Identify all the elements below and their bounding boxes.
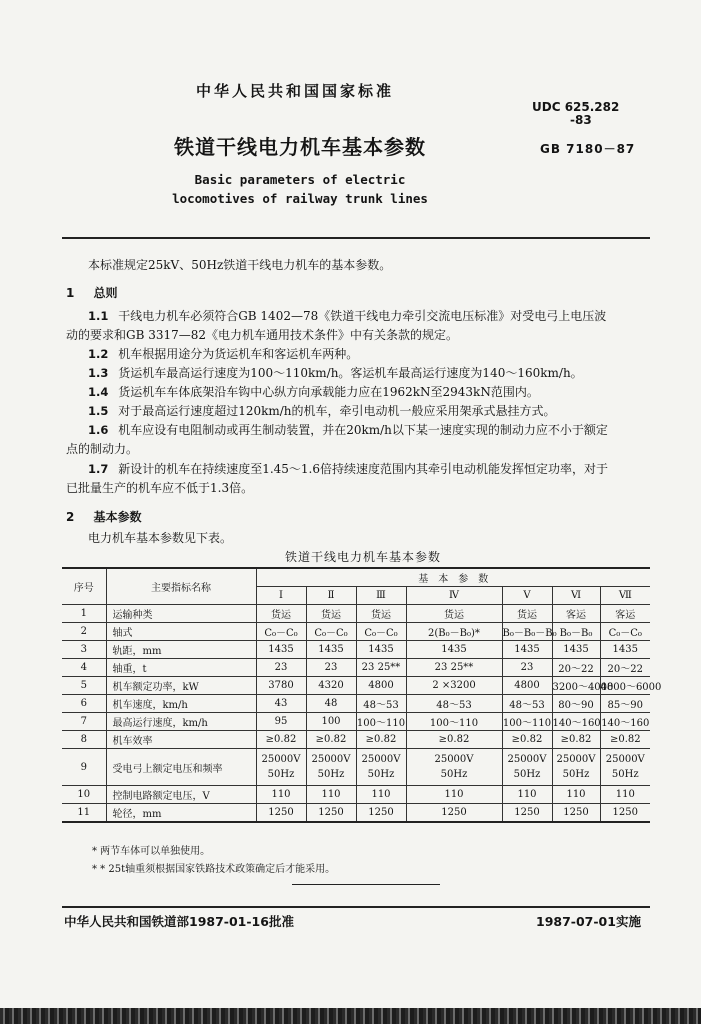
table-row: [62, 695, 650, 713]
section-1-title: 总则: [93, 286, 118, 300]
row-value: ≥0.82: [356, 731, 406, 749]
clause-1-5: [88, 403, 556, 420]
intro-paragraph: 本标准规定25kV、50Hz铁道干线电力机车的基本参数。: [88, 258, 392, 272]
row-value-voltage: 25000V: [556, 754, 596, 765]
clause-text: 对于最高运行速度超过120km/h的机车，牵引电动机一般应采用架承式悬挂方式。: [118, 404, 556, 418]
row-value-frequency: 50Hz: [513, 769, 541, 780]
row-value: 1435: [406, 641, 502, 659]
title-en-line-1: Basic parameters of electric: [194, 172, 406, 187]
row-value-voltage: 25000V: [507, 754, 547, 765]
row-value: 23: [306, 659, 356, 677]
header-type: Ⅶ: [600, 587, 650, 605]
row-value-frequency: 50Hz: [367, 769, 395, 780]
row-value: 客运: [600, 605, 650, 623]
row-value: [552, 749, 600, 786]
row-value: 货运: [256, 605, 306, 623]
title-en-line-2: locomotives of railway trunk lines: [172, 191, 428, 206]
footnote-2: * * 25t轴重须根据国家铁路技术政策确定后才能采用。: [92, 864, 336, 875]
row-number: 2: [62, 623, 106, 641]
clause-1-7-continuation: 已批量生产的机车应不低于1.3倍。: [66, 481, 254, 495]
table-row: [62, 605, 650, 623]
row-value: 100～110: [502, 713, 552, 731]
row-value-frequency: 50Hz: [562, 769, 590, 780]
clause-number: 1.1: [88, 309, 109, 323]
row-value: C₀－C₀: [600, 623, 650, 641]
row-value: 140～160: [552, 713, 600, 731]
row-value: 80～90: [552, 695, 600, 713]
clause-text-line-1: 机车应设有电阻制动或再生制动装置，并在20km/h以下某一速度实现的制动力应不小于额定: [118, 423, 608, 437]
section-2-heading: [66, 506, 141, 525]
row-value: 1250: [552, 804, 600, 823]
header-type: Ⅵ: [552, 587, 600, 605]
clause-1-3: [88, 365, 583, 382]
header-seq: 序号: [62, 568, 106, 605]
row-item-name: 运输种类: [106, 605, 256, 623]
row-number: 3: [62, 641, 106, 659]
row-value: 23 25**: [406, 659, 502, 677]
row-value: [356, 749, 406, 786]
table-row: [62, 641, 650, 659]
row-value: 1250: [502, 804, 552, 823]
row-value: 110: [552, 786, 600, 804]
row-value: 货运: [306, 605, 356, 623]
row-value: ≥0.82: [502, 731, 552, 749]
clause-number: 1.4: [88, 385, 109, 399]
row-value: 1435: [256, 641, 306, 659]
table-row: [62, 623, 650, 641]
section-2-number: 2: [66, 510, 75, 524]
row-value: 1250: [406, 804, 502, 823]
end-rule: [292, 884, 440, 885]
row-value: 货运: [502, 605, 552, 623]
row-value: ≥0.82: [256, 731, 306, 749]
row-value: 100～110: [406, 713, 502, 731]
row-value: 1250: [356, 804, 406, 823]
row-value: 110: [502, 786, 552, 804]
row-number: 9: [62, 749, 106, 786]
row-value: [306, 749, 356, 786]
row-number: 10: [62, 786, 106, 804]
table-row: [62, 659, 650, 677]
section-1-heading: [66, 282, 117, 301]
row-number: 11: [62, 804, 106, 823]
document-title-en: [150, 170, 450, 208]
clause-number: 1.3: [88, 366, 109, 380]
document-title-cn: 铁道干线电力机车基本参数: [174, 135, 426, 159]
row-value: 100: [306, 713, 356, 731]
row-value: 110: [306, 786, 356, 804]
row-value: 1435: [552, 641, 600, 659]
clause-1-6: [88, 422, 650, 439]
row-value: 23: [502, 659, 552, 677]
row-value: 4800～6000: [600, 677, 650, 695]
row-value: B₀－B₀－B₀: [502, 623, 552, 641]
row-item-name: 轴式: [106, 623, 256, 641]
row-value: 3780: [256, 677, 306, 695]
clause-1-1-continuation: 动的要求和GB 3317—82《电力机车通用技术条件》中有关条款的规定。: [66, 328, 459, 342]
row-value: C₀－C₀: [256, 623, 306, 641]
row-value: ≥0.82: [306, 731, 356, 749]
issuing-authority: 中华人民共和国国家标准: [195, 82, 394, 100]
section-2-text: 电力机车基本参数见下表。: [88, 531, 233, 545]
row-value: 23: [256, 659, 306, 677]
clause-1-7: [88, 461, 650, 478]
row-value: 1435: [306, 641, 356, 659]
row-value: 43: [256, 695, 306, 713]
row-number: 8: [62, 731, 106, 749]
row-item-name: 机车速度，km/h: [106, 695, 256, 713]
row-value: [256, 749, 306, 786]
clause-number: 1.5: [88, 404, 109, 418]
row-value-voltage: 25000V: [605, 754, 645, 765]
row-value-voltage: 25000V: [311, 754, 351, 765]
row-number: 5: [62, 677, 106, 695]
row-value: 100～110: [356, 713, 406, 731]
row-number: 1: [62, 605, 106, 623]
effective-date: 1987-07-01实施: [536, 914, 641, 929]
row-value: 1435: [502, 641, 552, 659]
table-caption: 铁道干线电力机车基本参数: [285, 550, 442, 564]
row-item-name: 控制电路额定电压，V: [106, 786, 256, 804]
row-value-voltage: 25000V: [434, 754, 474, 765]
row-value: 48～53: [502, 695, 552, 713]
row-value: 85～90: [600, 695, 650, 713]
header-type: Ⅴ: [502, 587, 552, 605]
row-item-name: 机车效率: [106, 731, 256, 749]
parameters-table: [62, 567, 662, 823]
header-item-name: 主要指标名称: [106, 568, 256, 605]
udc-code: [532, 101, 619, 127]
row-value: 48: [306, 695, 356, 713]
header-basic-params: 基 本 参 数: [256, 568, 650, 587]
clause-text: 机车根据用途分为货运机车和客运机车两种。: [118, 347, 359, 361]
clause-1-4: [88, 384, 539, 401]
row-value: 23 25**: [356, 659, 406, 677]
header-type: Ⅳ: [406, 587, 502, 605]
table-row: [62, 786, 650, 804]
clause-1-1: [88, 308, 650, 325]
row-value: 3200～4000: [552, 677, 600, 695]
row-value: [502, 749, 552, 786]
udc-line-1: UDC 625.282: [532, 100, 620, 114]
table-row: [62, 677, 650, 695]
table-body: [62, 605, 662, 823]
table-row: [62, 731, 650, 749]
row-item-name: 轨距，mm: [106, 641, 256, 659]
row-value-voltage: 25000V: [261, 754, 301, 765]
table-row: [62, 749, 650, 786]
row-value: 20～22: [600, 659, 650, 677]
footnote-1: * 两节车体可以单独使用。: [92, 846, 211, 857]
row-value: 1435: [600, 641, 650, 659]
row-value: 110: [356, 786, 406, 804]
row-value: ≥0.82: [600, 731, 650, 749]
row-value-frequency: 50Hz: [267, 769, 295, 780]
row-item-name: 机车额定功率，kW: [106, 677, 256, 695]
row-value: C₀－C₀: [306, 623, 356, 641]
clause-text: 货运机车车体底架沿车钩中心纵方向承载能力应在1962kN至2943kN范围内。: [118, 385, 539, 399]
udc-line-2: -83: [570, 113, 592, 127]
row-item-name: 受电弓上额定电压和频率: [106, 749, 256, 786]
row-value: 95: [256, 713, 306, 731]
row-value: 货运: [356, 605, 406, 623]
row-value-frequency: 50Hz: [317, 769, 345, 780]
row-value: 140～160: [600, 713, 650, 731]
row-value: [600, 749, 650, 786]
clause-1-2: [88, 346, 358, 363]
row-value: 1250: [306, 804, 356, 823]
table-row: [62, 804, 650, 823]
header-divider: [62, 237, 650, 239]
standard-number: GB 7180－87: [540, 142, 636, 156]
row-value: 2(B₀－B₀)*: [406, 623, 502, 641]
row-value: 20～22: [552, 659, 600, 677]
row-number: 4: [62, 659, 106, 677]
header-type: Ⅰ: [256, 587, 306, 605]
row-value: 48～53: [356, 695, 406, 713]
row-value: 4320: [306, 677, 356, 695]
row-value: B₀－B₀: [552, 623, 600, 641]
header-type: Ⅲ: [356, 587, 406, 605]
row-value-frequency: 50Hz: [611, 769, 639, 780]
row-value-voltage: 25000V: [361, 754, 401, 765]
row-value: 4800: [356, 677, 406, 695]
row-value: 4800: [502, 677, 552, 695]
row-item-name: 轴重，t: [106, 659, 256, 677]
row-value: [406, 749, 502, 786]
row-value-frequency: 50Hz: [440, 769, 468, 780]
section-2-title: 基本参数: [93, 510, 142, 524]
row-item-name: 轮径，mm: [106, 804, 256, 823]
row-value: 1435: [356, 641, 406, 659]
table-row: [62, 713, 650, 731]
row-value: 110: [600, 786, 650, 804]
row-value: 110: [406, 786, 502, 804]
row-value: 货运: [406, 605, 502, 623]
clause-text-line-1: 新设计的机车在持续速度至1.45～1.6倍持续速度范围内其牵引电动机能发挥恒定功率，对于: [118, 462, 609, 476]
clause-number: 1.2: [88, 347, 109, 361]
row-value: ≥0.82: [406, 731, 502, 749]
row-value: 1250: [256, 804, 306, 823]
row-value: 110: [256, 786, 306, 804]
row-value: 48～53: [406, 695, 502, 713]
clause-text: 货运机车最高运行速度为100～110km/h。客运机车最高运行速度为140～160km/h。: [118, 366, 583, 380]
row-number: 6: [62, 695, 106, 713]
clause-number: 1.7: [88, 462, 109, 476]
scan-edge-artifact: [0, 1008, 701, 1024]
row-value: 客运: [552, 605, 600, 623]
clause-text-line-1: 干线电力机车必须符合GB 1402—78《铁道干线电力牵引交流电压标准》对受电弓上电压波: [118, 309, 607, 323]
row-value: C₀－C₀: [356, 623, 406, 641]
clause-1-6-continuation: 点的制动力。: [66, 442, 139, 456]
clause-number: 1.6: [88, 423, 109, 437]
approval-note: 中华人民共和国铁道部1987-01-16批准: [64, 914, 294, 929]
footer-divider: [62, 906, 650, 908]
row-item-name: 最高运行速度，km/h: [106, 713, 256, 731]
section-1-number: 1: [66, 286, 75, 300]
header-type: Ⅱ: [306, 587, 356, 605]
row-value: 2 ×3200: [406, 677, 502, 695]
row-value: ≥0.82: [552, 731, 600, 749]
row-value: 1250: [600, 804, 650, 823]
row-number: 7: [62, 713, 106, 731]
